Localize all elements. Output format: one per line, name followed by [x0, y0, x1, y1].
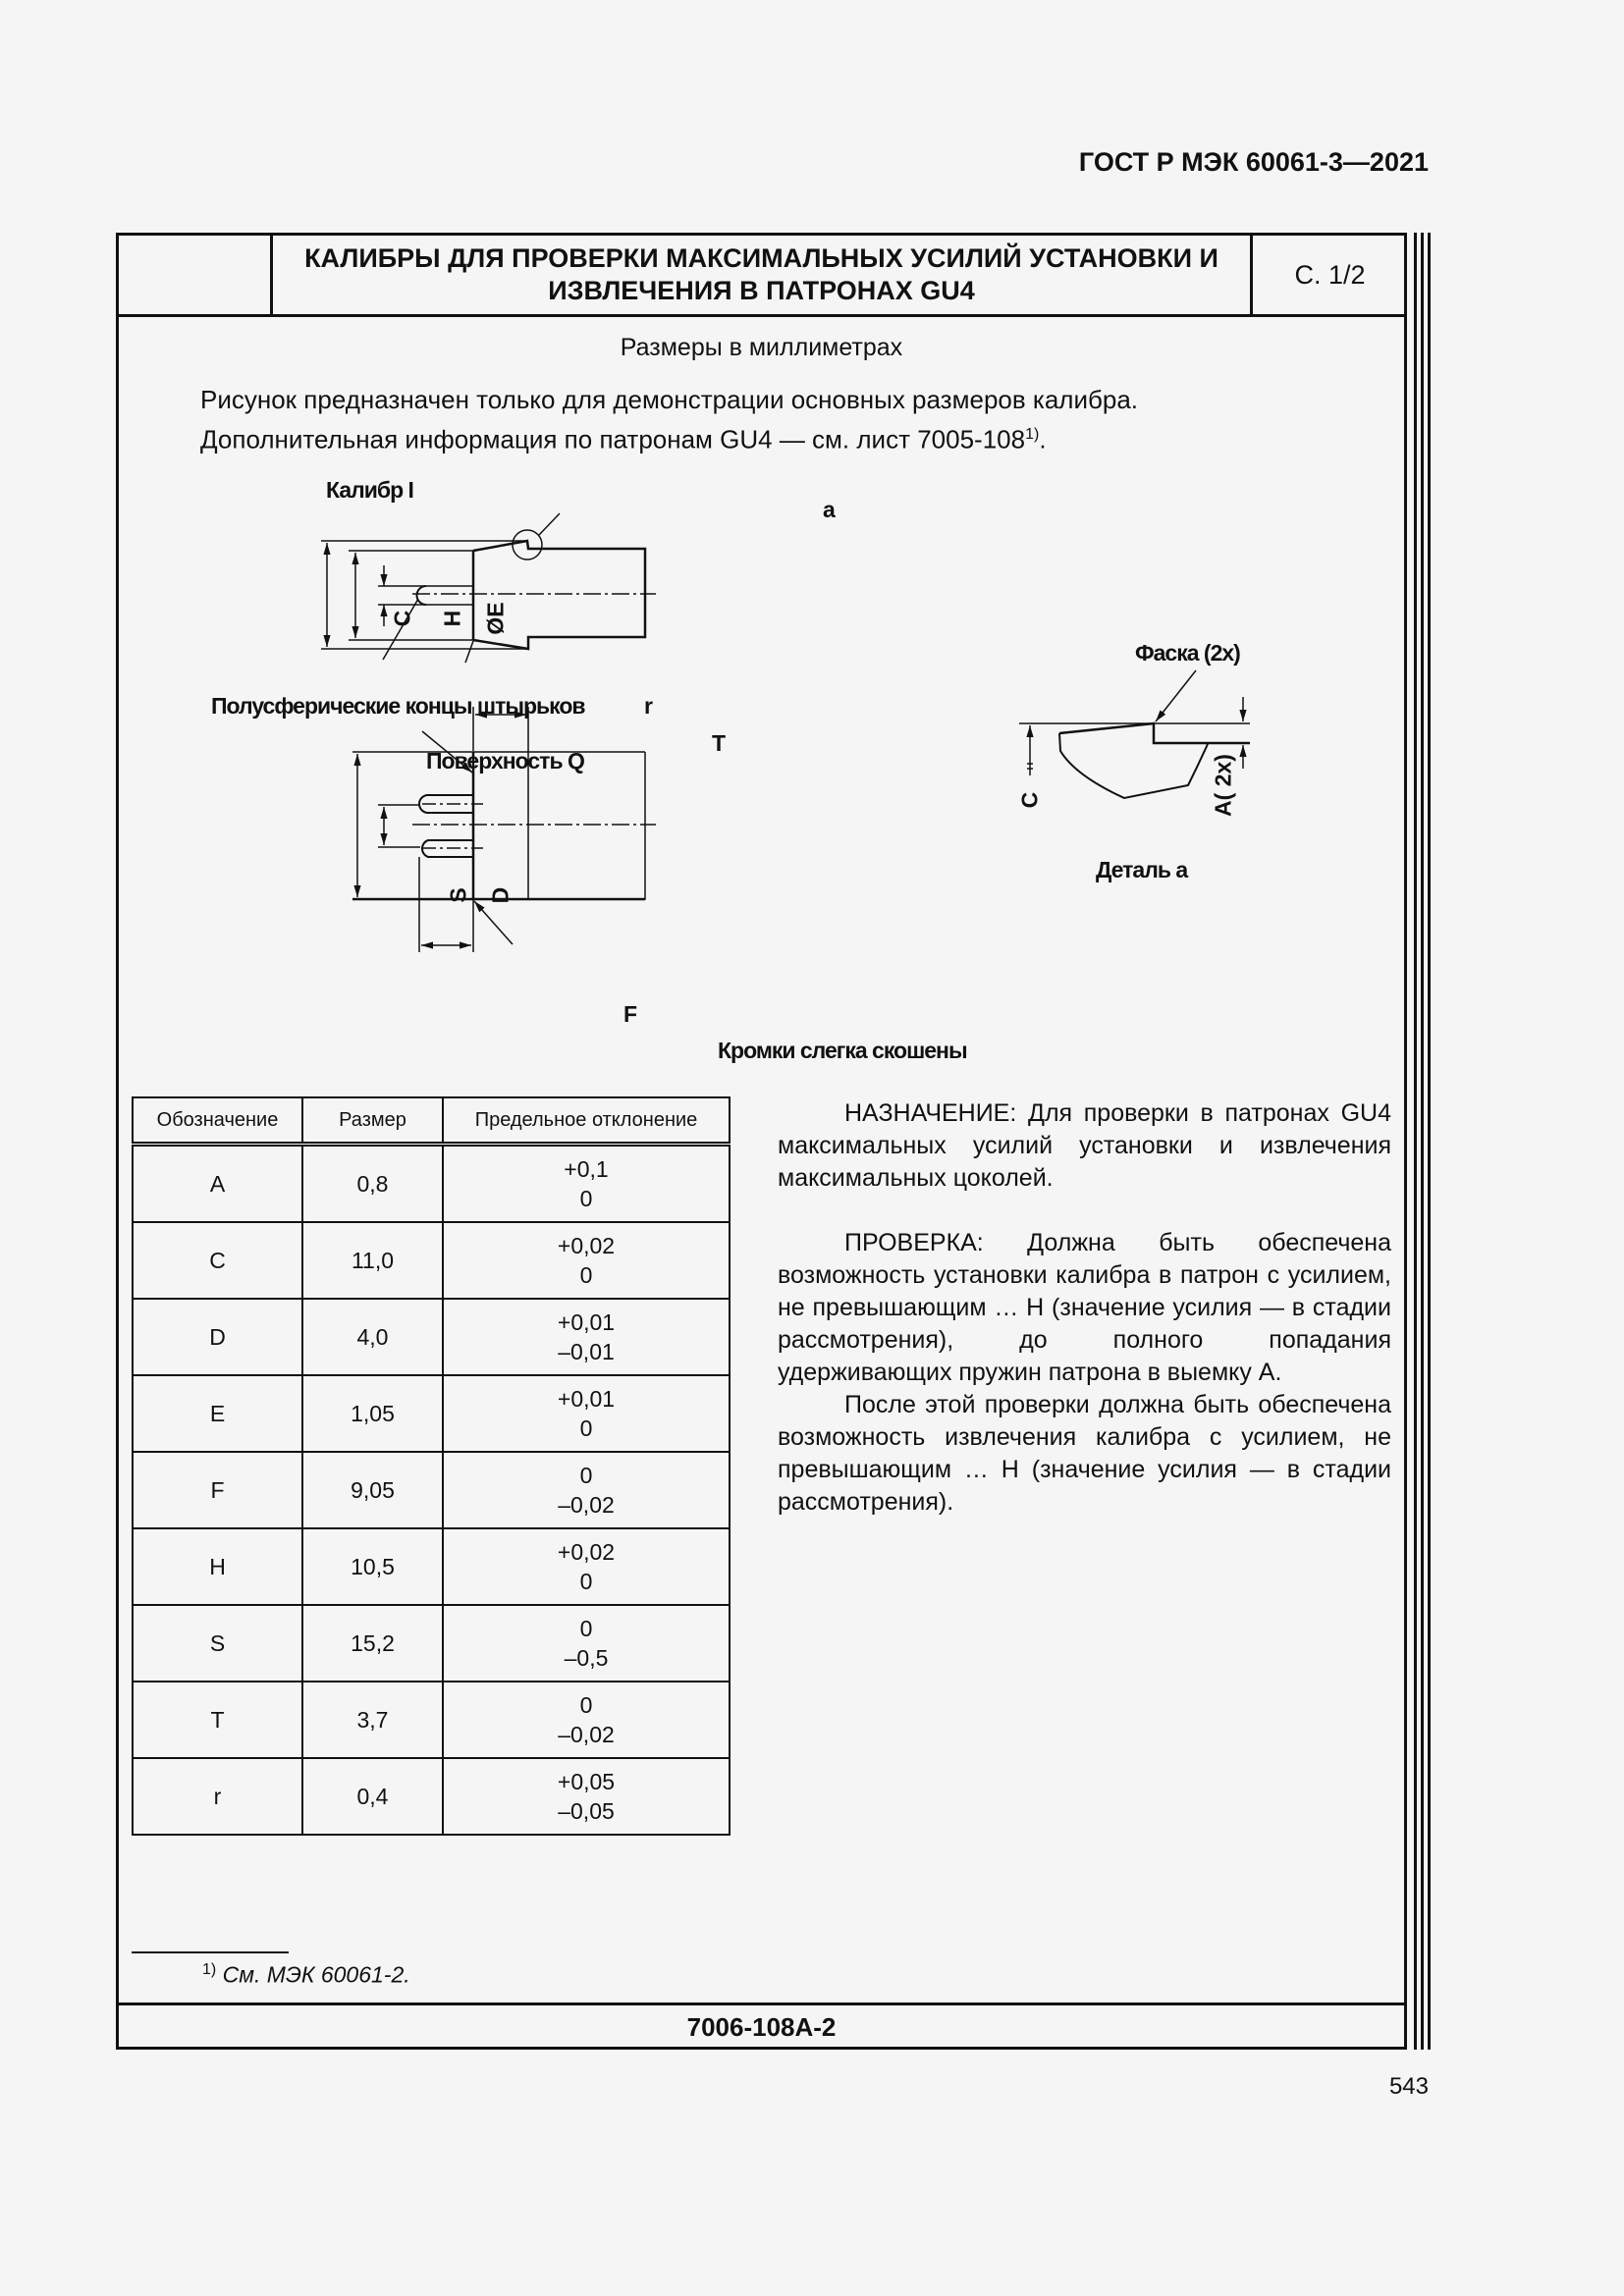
dim-h-label: H: [439, 610, 465, 627]
tolerance-lower: 0: [579, 1415, 593, 1441]
table-row: [133, 1222, 730, 1299]
gauge-title: Калибр I: [326, 477, 413, 503]
cell-designation: E: [133, 1375, 302, 1452]
surface-q-label: Поверхность Q: [426, 748, 584, 774]
cell-designation: C: [133, 1222, 302, 1299]
table-header-row: [133, 1097, 730, 1145]
cell-size: 0,4: [302, 1758, 443, 1835]
tolerance-lower: –0,05: [558, 1798, 615, 1824]
detail-title: Деталь a: [1096, 857, 1188, 882]
header-size: Размер: [302, 1097, 443, 1145]
cell-tolerance: [443, 1682, 730, 1758]
dimensions-table: [132, 1096, 731, 1836]
cell-tolerance: [443, 1758, 730, 1835]
detail-c-label: C: [1016, 791, 1043, 809]
cell-designation: r: [133, 1758, 302, 1835]
table-row: [133, 1145, 730, 1223]
tolerance-upper: +0,02: [557, 1539, 616, 1565]
table-row: [133, 1758, 730, 1835]
cell-size: 0,8: [302, 1145, 443, 1223]
footnote-text: См. МЭК 60061-2.: [222, 1961, 410, 1988]
cell-tolerance: [443, 1375, 730, 1452]
cell-tolerance: [443, 1299, 730, 1375]
after-check-text: После этой проверки должна быть обеспечена возможность извлечения калибра с усилием, не превышающим … Н (значение усилия — в стадии рассмотрения).: [778, 1391, 1391, 1516]
tolerance-lower: –0,01: [558, 1339, 615, 1364]
tolerance-upper: 0: [579, 1616, 593, 1641]
page-number: 543: [1388, 2073, 1429, 2100]
table-row: [133, 1452, 730, 1528]
edges-label: Кромки слегка скошены: [718, 1038, 967, 1063]
check-text: ПРОВЕРКА: Должна быть обеспечена возможность установки калибра в патрон с усилием, не превышающим … Н (значение усилия — в стадии рассмотрения), до полного попадания удерживающих пружин патрона в выемку А.: [778, 1229, 1391, 1386]
sheet-title: КАЛИБРЫ ДЛЯ ПРОВЕРКИ МАКСИМАЛЬНЫХ УСИЛИЙ УСТАНОВКИ И ИЗВЛЕЧЕНИЯ В ПАТРОНАХ GU4: [270, 233, 1253, 317]
cell-designation: A: [133, 1145, 302, 1223]
description: [778, 1097, 1391, 1519]
cell-size: 15,2: [302, 1605, 443, 1682]
dim-s-label: S: [445, 887, 471, 903]
cell-size: 11,0: [302, 1222, 443, 1299]
footnote-divider: [132, 1951, 289, 1953]
detail-a-label: A( 2x): [1210, 754, 1236, 817]
cell-designation: T: [133, 1682, 302, 1758]
units-note: Размеры в миллиметрах: [620, 334, 903, 361]
table-row: [133, 1528, 730, 1605]
footnote-ref: 1): [1025, 426, 1040, 443]
tolerance-upper: +0,01: [557, 1309, 616, 1335]
table-row: [133, 1682, 730, 1758]
header-tolerance: Предельное отклонение: [443, 1097, 730, 1145]
tolerance-lower: –0,02: [558, 1722, 615, 1747]
table-row: [133, 1299, 730, 1375]
cell-tolerance: [443, 1528, 730, 1605]
tolerance-lower: 0: [579, 1186, 593, 1211]
dim-f-label: F: [623, 1001, 638, 1027]
intro-line-2-text: Дополнительная информация по патронам GU4 — см. лист 7005-108: [200, 424, 1026, 454]
intro-line-1: Рисунок предназначен только для демонстрации основных размеров калибра.: [200, 385, 1139, 414]
cell-size: 9,05: [302, 1452, 443, 1528]
footnote: [202, 1961, 410, 1989]
dim-r-label: r: [644, 693, 653, 719]
tolerance-lower: 0: [579, 1262, 593, 1288]
intro-line-2-end: .: [1039, 424, 1047, 454]
tolerance-upper: +0,1: [564, 1156, 609, 1182]
tolerance-upper: +0,02: [557, 1233, 616, 1258]
cell-size: 4,0: [302, 1299, 443, 1375]
hemispherical-ends-label: Полусферические концы штырьков: [211, 693, 585, 719]
table-row: [133, 1605, 730, 1682]
cell-tolerance: [443, 1605, 730, 1682]
cell-designation: F: [133, 1452, 302, 1528]
cell-designation: D: [133, 1299, 302, 1375]
detail-marker-label: a: [823, 497, 836, 522]
tolerance-lower: –0,02: [558, 1492, 615, 1518]
tolerance-lower: –0,5: [564, 1645, 609, 1671]
tolerance-upper: 0: [579, 1463, 593, 1488]
cell-tolerance: [443, 1145, 730, 1223]
cell-size: 3,7: [302, 1682, 443, 1758]
tolerance-lower: 0: [579, 1569, 593, 1594]
cell-designation: H: [133, 1528, 302, 1605]
sheet-number: 7006-108A-2: [116, 2002, 1407, 2050]
cell-tolerance: [443, 1452, 730, 1528]
header-designation: Обозначение: [133, 1097, 302, 1145]
dim-c-label: C: [389, 610, 415, 627]
purpose-text: НАЗНАЧЕНИЕ: Для проверки в патронах GU4 максимальных усилий установки и извлечения максимальных цоколей.: [778, 1099, 1391, 1192]
tolerance-upper: 0: [579, 1692, 593, 1718]
cell-size: 10,5: [302, 1528, 443, 1605]
cell-tolerance: [443, 1222, 730, 1299]
sheet-indicator: С. 1/2: [1294, 259, 1366, 290]
tolerance-upper: +0,01: [557, 1386, 616, 1412]
cell-designation: S: [133, 1605, 302, 1682]
table-row: [133, 1375, 730, 1452]
footnote-mark: 1): [202, 1961, 217, 1978]
tolerance-upper: +0,05: [557, 1769, 616, 1794]
cell-size: 1,05: [302, 1375, 443, 1452]
dim-d-label: D: [487, 886, 514, 904]
dim-e-label: ØE: [482, 602, 509, 635]
dim-t-label: T: [712, 730, 727, 756]
chamfer-label: Фаска (2x): [1135, 640, 1240, 666]
standard-header: ГОСТ Р МЭК 60061-3—2021: [1078, 147, 1429, 177]
